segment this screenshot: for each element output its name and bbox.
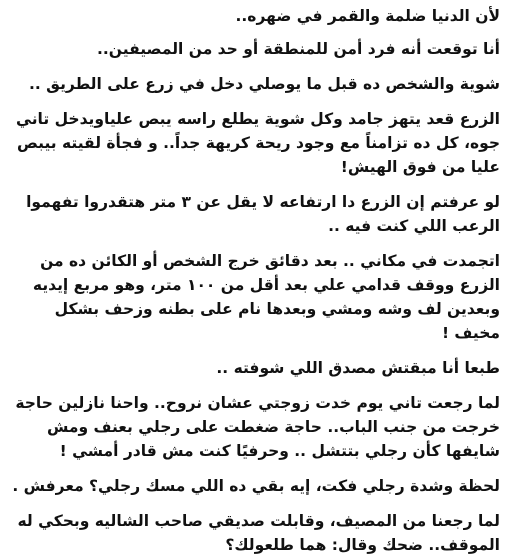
paragraph-7: طبعا أنا مبقتش مصدق اللي شوفته .. xyxy=(216,359,500,377)
paragraph-9: لحظة وشدة رجلي فكت، إيه بقي ده اللي مسك رجلي؟ معرفش . xyxy=(12,477,500,495)
paragraph-6: اتجمدت في مكاني .. بعد دقائق خرج الشخص أو الكائن ده من الزرع ووقف قدامي علي بعد أقل من ١٠٠ متر، وهو مربع إيديه وبعدين لف وشه ومشي وبعدها نام على بطنه وزحف بشكل مخيف ! xyxy=(32,252,500,342)
paragraph-10: لما رجعنا من المصيف، وقابلت صديقي صاحب الشاليه وبحكي له الموقف.. ضحك وقال: هما طلعولك؟ xyxy=(17,512,500,554)
paragraph-2: أنا توقعت أنه فرد أمن للمنطقة أو حد من المصيفين.. xyxy=(97,40,500,58)
paragraph-1: لأن الدنيا ضلمة والقمر في ضهره.. xyxy=(235,7,500,25)
paragraph-4: الزرع قعد يتهز جامد وكل شوية يطلع راسه يبص علياويدخل تاني جوه، كل ده تزامناً مع وجود ريحة كريهة جداً.. و فجأة لقيته بيبص عليا من فوق الهيش! xyxy=(16,110,500,176)
paragraph-8: لما رجعت تاني يوم خدت زوجتي عشان نروح.. واحنا نازلين حاجة خرجت من جنب الباب.. حاجة ضغطت على رجلي بعنف ومش شايفها كأن رجلي بتتشل .. وحرفيًا كنت مش قادر أمشي ! xyxy=(15,394,500,460)
paragraph-5: لو عرفتم إن الزرع دا ارتفاعه لا يقل عن ٣ متر هتقدروا تفهموا الرعب اللي كنت فيه .. xyxy=(26,193,500,235)
paragraph-3: شوية والشخص ده قبل ما يوصلي دخل في زرع على الطريق .. xyxy=(28,75,500,93)
